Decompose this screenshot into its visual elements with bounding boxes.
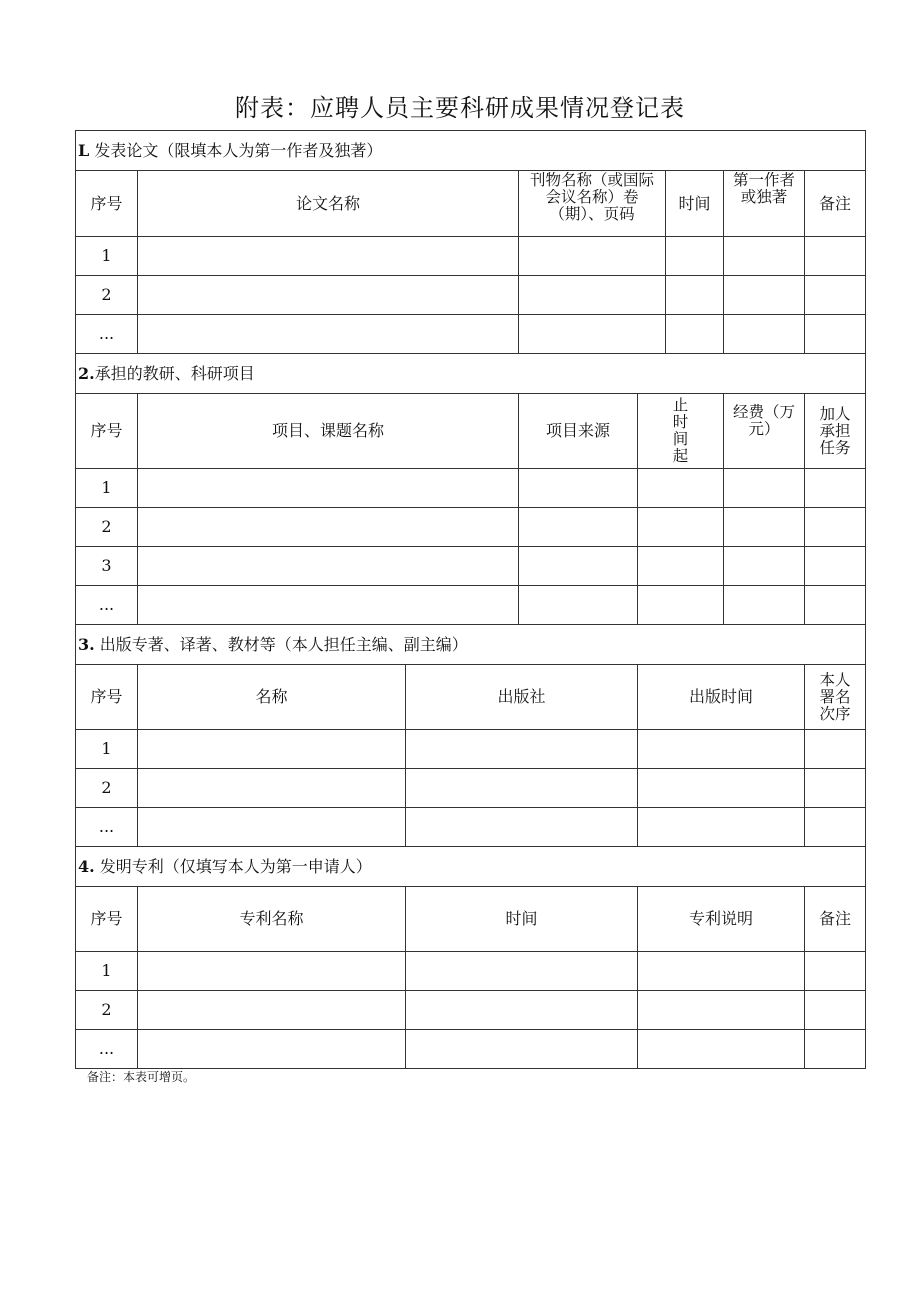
table-row: [76, 237, 866, 276]
table-cell[interactable]: [724, 547, 805, 586]
registration-form: [75, 130, 865, 1069]
col-remarks: 备注: [805, 171, 866, 237]
section-projects-heading: [76, 354, 866, 394]
section-title: 发明专利（仅填写本人为第一申请人）: [94, 856, 372, 876]
section-title: 承担的教研、科研项目: [94, 363, 255, 383]
col-patent-name: 专利名称: [138, 887, 406, 952]
table-cell[interactable]: [406, 769, 638, 808]
col-period: 止时间起: [638, 394, 724, 469]
col-patent-date: 时间: [406, 887, 638, 952]
table-cell[interactable]: [805, 991, 866, 1030]
table-cell[interactable]: [638, 508, 724, 547]
table-cell[interactable]: [519, 547, 638, 586]
table-cell[interactable]: [138, 769, 406, 808]
row-number: 2: [76, 991, 138, 1030]
table-row: [76, 315, 866, 354]
col-journal: 刊物名称（或国际会议名称）卷（期）、页码: [519, 171, 666, 237]
row-number: 1: [76, 952, 138, 991]
table-cell[interactable]: [406, 952, 638, 991]
section-papers-heading: [76, 131, 866, 171]
table-cell[interactable]: [638, 769, 805, 808]
table-cell[interactable]: [519, 508, 638, 547]
table-cell[interactable]: [638, 952, 805, 991]
table-row: [76, 1030, 866, 1069]
col-first-author: 第一作者或独著: [724, 171, 805, 237]
col-serial: 序号: [76, 171, 138, 237]
section-number: 2.: [78, 363, 95, 383]
table-cell[interactable]: [724, 237, 805, 276]
table-cell[interactable]: [138, 237, 519, 276]
table-row: [76, 991, 866, 1030]
col-role: 加人承担任务: [805, 394, 866, 469]
row-number: 2: [76, 508, 138, 547]
table-cell[interactable]: [138, 991, 406, 1030]
table-cell[interactable]: [638, 808, 805, 847]
table-cell[interactable]: [805, 508, 866, 547]
results-table: [75, 130, 866, 1069]
table-cell[interactable]: [724, 469, 805, 508]
section-patents-heading: [76, 847, 866, 887]
row-number: 2: [76, 769, 138, 808]
row-number: 1: [76, 469, 138, 508]
row-number: ...: [76, 1030, 138, 1069]
table-cell[interactable]: [805, 952, 866, 991]
table-cell[interactable]: [638, 586, 724, 625]
col-serial: 序号: [76, 394, 138, 469]
row-number: 2: [76, 276, 138, 315]
col-publish-date: 出版时间: [638, 665, 805, 730]
col-book-title: 名称: [138, 665, 406, 730]
table-cell[interactable]: [406, 730, 638, 769]
table-cell[interactable]: [805, 237, 866, 276]
col-publisher: 出版社: [406, 665, 638, 730]
table-cell[interactable]: [138, 315, 519, 354]
header-row: [76, 394, 866, 469]
table-cell[interactable]: [519, 237, 666, 276]
row-number: 3: [76, 547, 138, 586]
page-title: 附表：应聘人员主要科研成果情况登记表: [235, 94, 685, 122]
table-cell[interactable]: [138, 586, 519, 625]
table-cell[interactable]: [138, 276, 519, 315]
table-cell[interactable]: [805, 808, 866, 847]
table-cell[interactable]: [638, 991, 805, 1030]
table-cell[interactable]: [805, 315, 866, 354]
col-date: 时间: [666, 171, 724, 237]
table-cell[interactable]: [805, 469, 866, 508]
col-remarks: 备注: [805, 887, 866, 952]
section-number: 4.: [78, 856, 95, 876]
section-title: 出版专著、译著、教材等（本人担任主编、副主编）: [94, 634, 468, 654]
col-paper-title: 论文名称: [138, 171, 519, 237]
table-cell[interactable]: [724, 508, 805, 547]
table-cell[interactable]: [805, 1030, 866, 1069]
table-cell[interactable]: [805, 769, 866, 808]
row-number: ...: [76, 315, 138, 354]
table-row: [76, 469, 866, 508]
row-number: ...: [76, 808, 138, 847]
col-project-source: 项目来源: [519, 394, 638, 469]
col-author-order: 本人署名次序: [805, 665, 866, 730]
table-cell[interactable]: [138, 1030, 406, 1069]
table-cell[interactable]: [805, 586, 866, 625]
footnote: 备注：本表可增页。: [87, 1070, 196, 1084]
table-cell[interactable]: [138, 547, 519, 586]
table-cell[interactable]: [138, 952, 406, 991]
table-cell[interactable]: [138, 469, 519, 508]
table-row: [76, 808, 866, 847]
section-title: 发表论文（限填本人为第一作者及独著）: [89, 140, 383, 160]
table-cell[interactable]: [805, 547, 866, 586]
header-row: [76, 171, 866, 237]
row-number: 1: [76, 237, 138, 276]
table-cell[interactable]: [138, 808, 406, 847]
row-number: ...: [76, 586, 138, 625]
table-cell[interactable]: [724, 315, 805, 354]
col-project-name: 项目、课题名称: [138, 394, 519, 469]
table-cell[interactable]: [406, 991, 638, 1030]
col-serial: 序号: [76, 665, 138, 730]
section-publications-heading: [76, 625, 866, 665]
table-cell[interactable]: [406, 1030, 638, 1069]
table-cell[interactable]: [519, 469, 638, 508]
table-cell[interactable]: [638, 730, 805, 769]
table-row: [76, 769, 866, 808]
col-funding: 经费（万元）: [724, 394, 805, 469]
table-cell[interactable]: [724, 276, 805, 315]
section-number: 3.: [78, 634, 95, 654]
table-cell[interactable]: [519, 315, 666, 354]
col-patent-desc: 专利说明: [638, 887, 805, 952]
table-cell[interactable]: [519, 586, 638, 625]
table-cell[interactable]: [666, 276, 724, 315]
row-number: 1: [76, 730, 138, 769]
table-cell[interactable]: [724, 586, 805, 625]
table-cell[interactable]: [138, 730, 406, 769]
table-cell[interactable]: [406, 808, 638, 847]
table-cell[interactable]: [638, 469, 724, 508]
table-cell[interactable]: [138, 508, 519, 547]
table-cell[interactable]: [638, 1030, 805, 1069]
table-row: [76, 276, 866, 315]
table-row: [76, 586, 866, 625]
header-row: [76, 887, 866, 952]
table-row: [76, 730, 866, 769]
header-row: [76, 665, 866, 730]
table-cell[interactable]: [666, 315, 724, 354]
table-cell[interactable]: [805, 276, 866, 315]
section-number: L: [78, 140, 90, 160]
table-row: [76, 952, 866, 991]
table-cell[interactable]: [805, 730, 866, 769]
table-cell[interactable]: [666, 237, 724, 276]
table-row: [76, 508, 866, 547]
table-row: [76, 547, 866, 586]
col-serial: 序号: [76, 887, 138, 952]
table-cell[interactable]: [519, 276, 666, 315]
table-cell[interactable]: [638, 547, 724, 586]
